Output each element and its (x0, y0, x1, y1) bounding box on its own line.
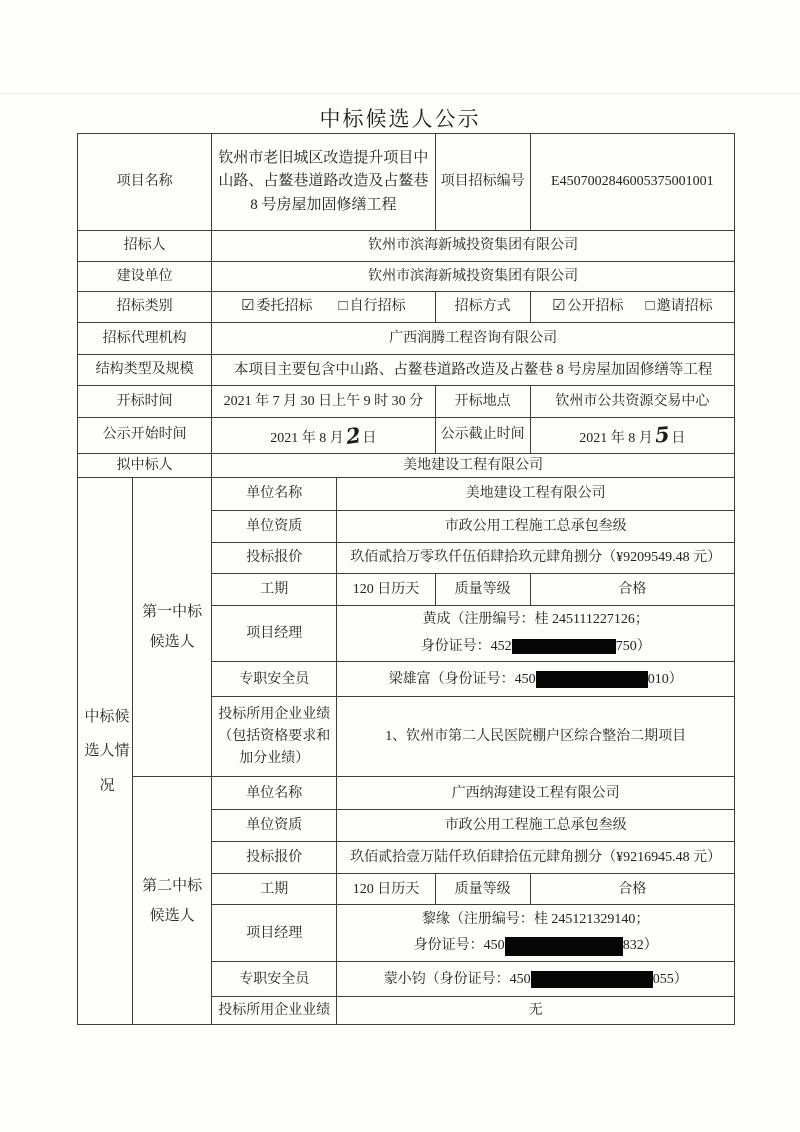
candidate2-bid-price-value: 玖佰贰拾壹万陆仟玖佰肆拾伍元肆角捌分（¥9216945.48 元） (337, 842, 735, 874)
candidates-section-label-text: 中标候选人情况 (84, 708, 130, 794)
candidate2-quality-label: 质量等级 (435, 874, 530, 905)
candidate1-duration-label: 工期 (212, 574, 337, 606)
candidate2-bid-price-label: 投标报价 (212, 842, 337, 874)
candidate1-qualification-label: 单位资质 (212, 511, 337, 543)
opening-time-value: 2021 年 7 月 30 日上午 9 时 30 分 (212, 386, 435, 418)
candidate2-qualification-label: 单位资质 (212, 810, 337, 842)
candidate1-achievements-value: 1、钦州市第二人民医院棚户区综合整治二期项目 (337, 697, 735, 777)
date-printed-prefix: 2021 年 8 月 (270, 431, 344, 446)
bid-method-option-invited (646, 295, 713, 318)
candidate1-safety-officer-label: 专职安全员 (212, 662, 337, 697)
bid-method-options (530, 292, 734, 323)
redaction-bar (505, 937, 623, 956)
construction-unit-label: 建设单位 (78, 262, 212, 292)
handwritten-day-digit: 2 (344, 422, 363, 449)
candidate1-company-name-label: 单位名称 (212, 478, 337, 511)
id-prefix: 蒙小钧（身份证号：450 (383, 971, 531, 987)
candidate1-manager-label: 项目经理 (212, 606, 337, 662)
option-label: 自行招标 (349, 299, 406, 315)
opening-place-label: 开标地点 (435, 386, 530, 418)
tenderer-label: 招标人 (78, 231, 212, 262)
candidate2-safety-officer-label: 专职安全员 (212, 962, 337, 997)
candidate1-duration-value: 120 日历天 (337, 574, 435, 606)
publicity-start-label: 公示开始时间 (78, 418, 212, 454)
candidate1-quality-label: 质量等级 (435, 574, 530, 606)
date-printed-suffix: 日 (362, 431, 377, 446)
id-suffix: 832） (622, 938, 658, 954)
candidate1-qualification-value: 市政公用工程施工总承包叁级 (337, 511, 735, 543)
manager-line2 (341, 634, 730, 661)
id-suffix: 010） (647, 671, 683, 687)
opening-place-value: 钦州市公共资源交易中心 (530, 386, 734, 418)
proposed-winner-value: 美地建设工程有限公司 (212, 453, 735, 478)
redaction-bar (512, 639, 616, 654)
id-suffix: 055） (652, 971, 688, 987)
proposed-winner-label: 拟中标人 (78, 453, 212, 478)
date-printed-prefix: 2021 年 8 月 (579, 431, 653, 446)
candidate2-quality-value: 合格 (530, 874, 734, 905)
agency-label: 招标代理机构 (78, 323, 212, 355)
candidate2-duration-value: 120 日历天 (337, 874, 435, 905)
tenderer-value: 钦州市滨海新城投资集团有限公司 (212, 231, 735, 262)
candidate2-rank-label-text: 第二中标候选人 (142, 877, 203, 924)
candidate2-rank-label (133, 777, 212, 1025)
bid-category-option-self (339, 295, 406, 318)
option-label: 委托招标 (256, 299, 313, 315)
bid-number-label: 项目招标编号 (435, 134, 530, 231)
manager-line2 (341, 933, 730, 960)
redaction-bar (536, 671, 648, 688)
candidate1-company-name-value: 美地建设工程有限公司 (337, 478, 735, 511)
bid-category-label: 招标类别 (78, 292, 212, 323)
unchecked-checkbox-icon: □ (338, 298, 348, 315)
agency-value: 广西润腾工程咨询有限公司 (212, 323, 735, 355)
candidate2-company-name-value: 广西纳海建设工程有限公司 (337, 777, 735, 810)
id-suffix: 750） (615, 638, 651, 654)
project-name-label: 项目名称 (78, 134, 212, 231)
candidate2-manager-value (337, 905, 735, 962)
publicity-start-value (212, 418, 435, 454)
bid-method-option-open (552, 295, 623, 318)
document-title: 中标候选人公示 (319, 107, 481, 131)
candidate2-manager-label: 项目经理 (212, 905, 337, 962)
candidate1-quality-value: 合格 (530, 574, 734, 606)
manager-line1: 黎缘（注册编号：桂 245121329140； (421, 911, 650, 927)
candidate1-manager-value (337, 606, 735, 662)
checked-checkbox-icon: ☑ (552, 298, 566, 315)
candidate2-qualification-value: 市政公用工程施工总承包叁级 (337, 810, 735, 842)
option-label: 公开招标 (567, 299, 624, 315)
candidate1-achievements-label: 投标所用企业业绩（包括资格要求和加分业绩） (212, 697, 337, 777)
id-prefix: 梁雄富（身份证号：450 (388, 671, 536, 687)
handwritten-day-digit: 5 (653, 421, 671, 448)
publicity-end-value (530, 418, 734, 454)
scan-fold-artifact (0, 93, 800, 94)
candidate2-company-name-label: 单位名称 (212, 777, 337, 810)
candidate2-achievements-value: 无 (337, 997, 735, 1025)
candidate1-bid-price-label: 投标报价 (212, 543, 337, 574)
candidate2-achievements-label: 投标所用企业业绩 (212, 997, 337, 1025)
bid-category-option-entrusted (241, 295, 312, 318)
candidate1-rank-label-text: 第一中标候选人 (142, 604, 203, 651)
announcement-table (77, 133, 735, 1025)
opening-time-label: 开标时间 (78, 386, 212, 418)
structure-value: 本项目主要包含中山路、占鳌巷道路改造及占鳌巷 8 号房屋加固修缮等工程 (212, 355, 735, 386)
bid-method-label: 招标方式 (435, 292, 530, 323)
unchecked-checkbox-icon: □ (645, 298, 655, 315)
candidate1-bid-price-value: 玖佰贰拾万零玖仟伍佰肆拾玖元肆角捌分（¥9209549.48 元） (337, 543, 735, 574)
option-label: 邀请招标 (656, 299, 713, 315)
date-printed-suffix: 日 (671, 431, 686, 446)
project-name-value: 钦州市老旧城区改造提升项目中山路、占鳌巷道路改造及占鳌巷 8 号房屋加固修缮工程 (212, 134, 435, 231)
candidate2-safety-officer-value (337, 962, 735, 997)
id-prefix: 身份证号：452 (420, 638, 512, 654)
checked-checkbox-icon: ☑ (241, 298, 255, 315)
redaction-bar (531, 971, 653, 988)
candidate2-duration-label: 工期 (212, 874, 337, 905)
candidate1-safety-officer-value (337, 662, 735, 697)
publicity-end-label: 公示截止时间 (435, 418, 530, 454)
id-prefix: 身份证号：450 (413, 938, 505, 954)
construction-unit-value: 钦州市滨海新城投资集团有限公司 (212, 262, 735, 292)
bid-number-value: E4507002846005375001001 (530, 134, 734, 231)
candidate1-rank-label (133, 478, 212, 777)
manager-line1: 黄成（注册编号：桂 245111227126； (422, 612, 649, 628)
structure-label: 结构类型及规模 (78, 355, 212, 386)
bid-category-options (212, 292, 435, 323)
candidates-section-label (78, 478, 133, 1025)
